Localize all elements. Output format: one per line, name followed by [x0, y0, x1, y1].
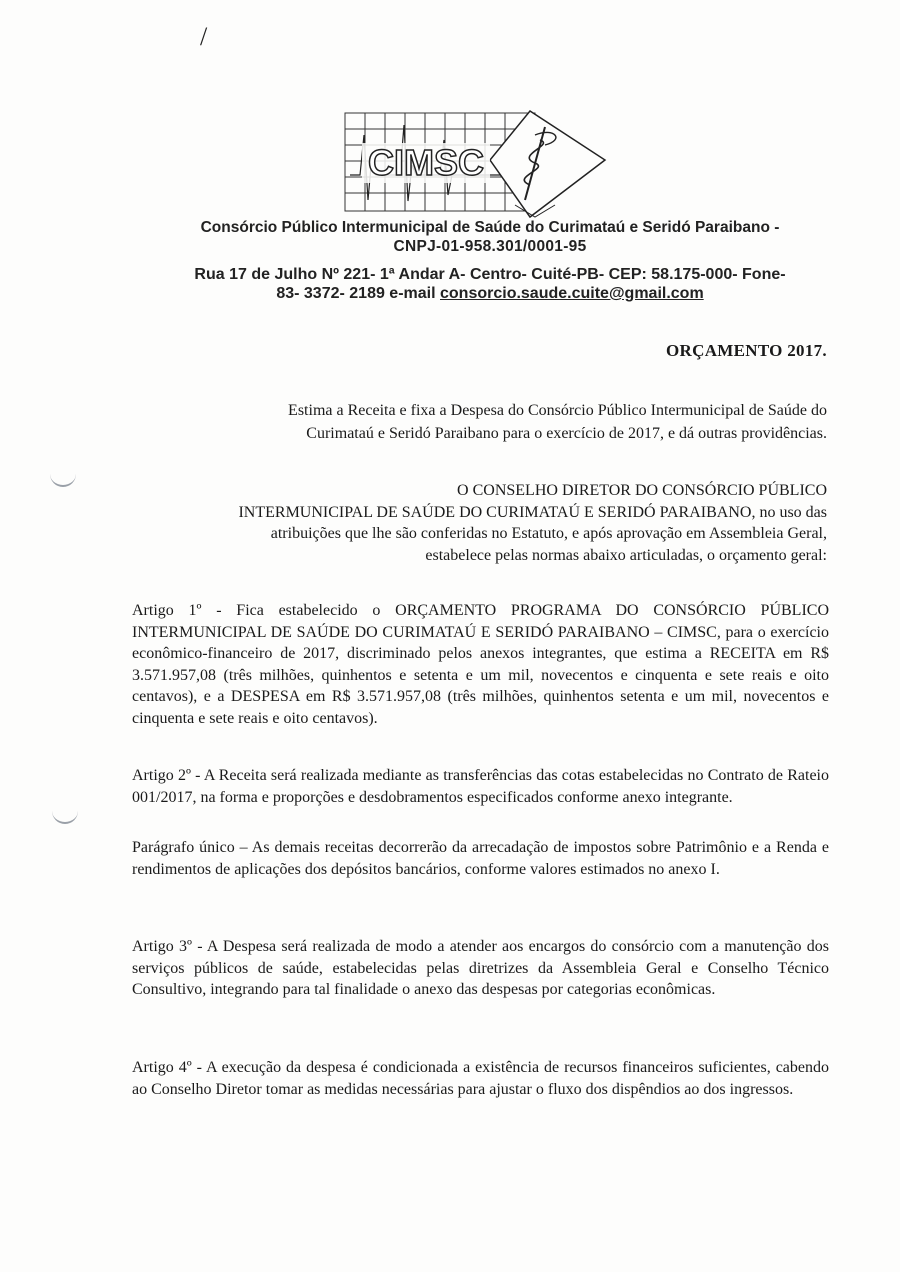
preamble-line: atribuições que lhe são conferidas no Estatuto, e após aprovação em Assembleia Geral,	[270, 525, 827, 542]
preamble-line: O CONSELHO DIRETOR DO CONSÓRCIO PÚBLICO	[457, 482, 827, 499]
binder-hole	[52, 808, 78, 824]
preamble	[130, 480, 827, 566]
article-2: Artigo 2º - A Receita será realizada mediante as transferências das cotas estabelecidas no Contrato de Rateio 001/2017, na forma e proporções e desdobramentos especificados conforme anexo integrante.	[132, 767, 829, 806]
email-link[interactable]: consorcio.saude.cuite@gmail.com	[440, 285, 704, 302]
cimsc-logo	[340, 105, 610, 225]
document-title: ORÇAMENTO 2017.	[666, 341, 827, 360]
ementa-line: Curimataú e Seridó Paraibano para o exercício de 2017, e dá outras providências.	[306, 425, 827, 442]
phone-text: 83- 3372- 2189 e-mail	[276, 285, 440, 302]
org-name: Consórcio Público Intermunicipal de Saúde do Curimataú e Seridó Paraibano -	[200, 219, 780, 236]
binder-hole	[50, 471, 76, 487]
paragrafo-unico: Parágrafo único – As demais receitas decorrerão da arrecadação de impostos sobre Patrimônio e a Renda e rendimentos de aplicações dos depósitos bancários, conforme valores estimados no anexo I.	[132, 839, 829, 878]
org-address: Rua 17 de Julho Nº 221- 1ª Andar A- Centro- Cuité-PB- CEP: 58.175-000- Fone-	[194, 266, 786, 283]
org-contact	[140, 285, 840, 303]
preamble-line: estabelece pelas normas abaixo articuladas, o orçamento geral:	[425, 546, 827, 564]
ementa-line: Estima a Receita e fixa a Despesa do Consórcio Público Intermunicipal de Saúde do	[288, 402, 827, 419]
ementa	[200, 399, 827, 445]
preamble-line: INTERMUNICIPAL DE SAÚDE DO CURIMATAÚ E SERIDÓ PARAIBANO, no uso das	[238, 503, 827, 521]
org-cnpj: CNPJ-01-958.301/0001-95	[393, 238, 587, 255]
article-3: Artigo 3º - A Despesa será realizada de modo a atender aos encargos do consórcio com a manutenção dos serviços públicos de saúde, estabelecidas pelas diretrizes da Assembleia Geral e Conselho Técnico Consultivo, integrando para tal finalidade o anexo das despesas por categorias econômicas.	[132, 938, 829, 998]
article-4: Artigo 4º - A execução da despesa é condicionada a existência de recursos financeiros suficientes, cabendo ao Conselho Diretor tomar as medidas necessárias para ajustar o fluxo dos dispêndios ao dos ingressos.	[132, 1059, 829, 1098]
logo-text: CIMSC	[368, 142, 484, 183]
article-1: Artigo 1º - Fica estabelecido o ORÇAMENTO PROGRAMA DO CONSÓRCIO PÚBLICO INTERMUNICIPAL DE SAÚDE DO CURIMATAÚ E SERIDÓ PARAIBANO – CIMSC, para o exercício econômico-financeiro de 2017, discriminado pelos anexos integrantes, que estima a RECEITA em R$ 3.571.957,08 (três milhões, quinhentos e setenta e um mil, novecentos e cinquenta e sete reais e oito centavos), e a DESPESA em R$ 3.571.957,08 (três milhões, quinhentos setenta e um mil, novecentos e cinquenta e sete reais e oito centavos).	[132, 602, 829, 727]
pen-mark: /	[200, 22, 208, 51]
